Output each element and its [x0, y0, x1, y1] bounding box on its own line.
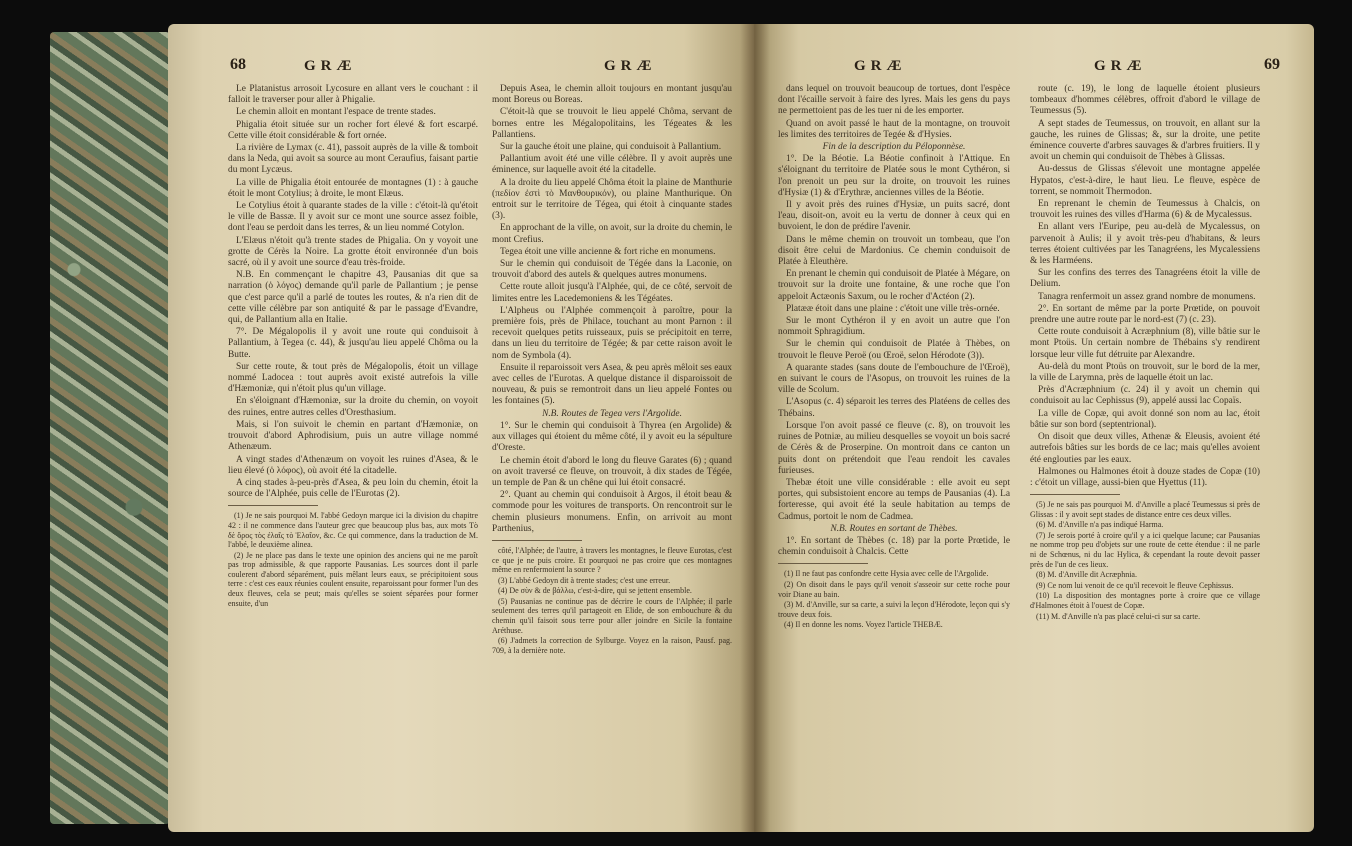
footnote: (10) La disposition des montagnes porte à croire que ce village d'Halmones étoit à l'ouest de Copæ. [1030, 591, 1260, 611]
paragraph: 2°. En sortant de même par la porte Prœtide, on pouvoit prendre une autre route par le nord-est (7) (c. 23). [1030, 303, 1260, 326]
paragraph: A vingt stades d'Athenæum on voyoit les ruines d'Asea, & le lieu élevé (ὁ λόφος), où avoit été la citadelle. [228, 454, 478, 476]
page-number-left: 68 [230, 56, 246, 73]
paragraph: Mais, si l'on suivoit le chemin en partant d'Hæmoniæ, on trouvoit d'abord Aphrodisium, puis un autre village nommé Athenæum. [228, 419, 478, 453]
paragraph: Le Cotylius étoit à quarante stades de la ville : c'étoit-là qu'étoit le ville de Bassæ. Il y avoit sur ce mont une source assez foible, dont l'eau se perdoit dans les terres, & un lieu nommé Cotylon. [228, 201, 478, 234]
paragraph: 2°. Quant au chemin qui conduisoit à Argos, il étoit beau & commode pour les voitures de transports. On rencontroit sur le chemin plusieurs monumens. Enfin, on arrivoit au mont Parthenius, [492, 490, 732, 534]
paragraph: La ville de Phigalia étoit entourée de montagnes (1) : à gauche étoit le mont Cotylius; à droite, le mont Elæus. [228, 177, 478, 199]
footnote: (7) Je serois porté à croire qu'il y a ici quelque lacune; car Pausanias ne nomme trop peu d'objets sur une route de cette étendue : il ne parle ni de Schœnus, ni du lac Hylica, & cependant la route devoit passer près de l'un de ces lieux. [1030, 530, 1260, 569]
footnote: (8) M. d'Anville dit Acræphnia. [1036, 570, 1137, 580]
footnote-rule [228, 505, 318, 506]
paragraph: L'Alpheus ou l'Alphée commençoit à paroître, pour la première fois, près de Philace, touchant au mont Parnon : il recevoit quelques petits ruisseaux, puis se précipitoit en terre, dans un lieu du territoire de Tégée; & par cette raison avoit le nom de Symbola (4). [492, 305, 732, 361]
paragraph: dans lequel on trouvoit beaucoup de tortues, dont l'espèce dont l'écaille servoit à faire des lyres. Mais les gens du pays ne permettoient pas de les tuer ni de les emporter. [778, 84, 1010, 117]
footnote-rule [492, 540, 582, 541]
footnote-rule [1030, 494, 1120, 495]
paragraph: L'Elæus n'étoit qu'à trente stades de Phigalia. On y voyoit une grotte de Cérès la Noire. La grotte étoit environnée d'un bois sacré, où il y avoit une source d'eau très-froide. [228, 235, 478, 269]
open-book [50, 24, 1280, 832]
footnote: (5) Pausanias ne continue pas de décrire le cours de l'Alphée; il parle seulement des terres qu'il partageoit en Elide, de son embouchure & du chemin qu'il faisoit sous terre pour aller joindre en Sicile la fontaine Aréthuse. [492, 596, 732, 635]
footnote: (4) De σὺν & de βάλλω, c'est-à-dire, qui se jettent ensemble. [498, 586, 692, 596]
paragraph: Tegea étoit une ville ancienne & fort riche en monumens. [500, 246, 716, 257]
paragraph: N.B. Routes de Tegea vers l'Argolide. [542, 408, 682, 419]
paragraph: En allant vers l'Euripe, peu au-delà de Mycalessus, on parvenoit à Aulis; il y avoit très-peu d'habitans, & leurs terres étoient cultivées par les Tanagréens, les Mycalessiens & les Harméens. [1030, 222, 1260, 267]
paragraph: Platææ étoit dans une plaine : c'étoit une ville très-ornée. [786, 303, 1000, 314]
running-head-right-a: GRÆ [854, 58, 907, 74]
paragraph: Tanagra renfermoit un assez grand nombre de monumens. [1038, 291, 1256, 302]
footnotes [778, 569, 1010, 630]
footnote: (1) Il ne faut pas confondre cette Hysia avec celle de l'Argolide. [784, 569, 989, 579]
paragraph: 1°. En sortant de Thèbes (c. 18) par la porte Prœtide, le chemin conduisoit à Chalcis. Cette [778, 535, 1010, 558]
footnote: (9) Ce nom lui venoit de ce qu'il recevoit le fleuve Cephissus. [1036, 580, 1234, 590]
footnotes [228, 511, 478, 608]
paragraph: Le chemin alloit en montant l'espace de trente stades. [236, 107, 436, 118]
paragraph: Sur le mont Cythéron il y en avoit un autre que l'on nommoit Sphragidium. [778, 316, 1010, 338]
paragraph: A la droite du lieu appelé Chôma étoit la plaine de Manthurie (πεδίον ἐστὶ τὸ Μανθουρικόν), ou plaine Manthurique. On entroit sur le territoire de Tégea, qui étoit à cinquante stades (3). [492, 177, 732, 222]
paragraph: 1°. De la Béotie. La Béotie confinoit à l'Attique. En s'éloignant du territoire de Platée sous le mont Cythéron, si l'on prenoit un peu sur la droite, on trouvoit les ruines d'Hysiæ (1) & d'Erythræ, anciennes villes de la Béotie. [778, 154, 1010, 198]
footnotes [492, 546, 732, 656]
paragraph: On disoit que deux villes, Athenæ & Eleusis, avoient été autrefois bâties sur les bords de ce lac; mais qu'elles avoient été englouties par les eaux. [1030, 432, 1260, 465]
paragraph: Le Platanistus arrosoit Lycosure en allant vers le couchant : il falloit le traverser pour aller à Phigalie. [228, 84, 478, 106]
paragraph: En reprenant le chemin de Teumessus à Chalcis, on trouvoit les ruines des villes d'Harma (6) & de Mycalessus. [1030, 199, 1260, 221]
book-gutter [740, 24, 770, 832]
footnote: (1) Je ne sais pourquoi M. l'abbé Gedoyn marque ici la division du chapitre 42 : il ne commence dans l'auteur grec que beaucoup plus bas, aux mots Τὸ δὲ ὄρος τὸς ἐλαΐς τὸ Ἐλαΐον, &c. Ce qui commence, dans la traduction de M. l'abbé, le deuxième alinea. [228, 511, 478, 550]
paragraph: En s'éloignant d'Hæmoniæ, sur la droite du chemin, on voyoit des ruines, entre autres celles d'Oresthasium. [228, 396, 478, 418]
paragraph: En approchant de la ville, on avoit, sur la droite du chemin, le mont Crefius. [492, 223, 732, 245]
paragraph: Cette route alloit jusqu'à l'Alphée, qui, de ce côté, servoit de limites entre les Lacedemoniens & les Tégéates. [492, 282, 732, 304]
paragraph: C'étoit-là que se trouvoit le lieu appelé Chôma, servant de bornes entre les Mégalopolitains, les Tégeates & les Pallantiens. [492, 107, 732, 140]
paragraph: Dans le même chemin on trouvoit un tombeau, que l'on disoit être celui de Mardonius. Ce chemin conduisoit de Platée à Eleuthère. [778, 234, 1010, 268]
paragraph: Ensuite il reparoissoit vers Asea, & peu après mêloit ses eaux avec celles de l'Eurotas. A quelque distance il disparoissoit de nouveau, & puis se remontroit dans un lieu appelé Fontes ou les fontaines (5). [492, 362, 732, 407]
footnotes [1030, 500, 1260, 621]
paragraph: Au-delà du mont Ptoüs on trouvoit, sur le bord de la mer, la ville de Larymna, près de laquelle étoit un lac. [1030, 361, 1260, 384]
paragraph: Thebæ étoit une ville considérable : elle avoit eu sept portes, qui subsistoient encore au temps de Pausanias (4). La forteresse, qui avoit été la seule habitation au temps de Cadmus, portoit le nom de Cadmea. [778, 477, 1010, 522]
paragraph: route (c. 19), le long de laquelle étoient plusieurs tombeaux d'hommes célèbres, offroit d'abord le village de Teumessus (5). [1030, 84, 1260, 117]
right-page-column-2 [1030, 84, 1260, 622]
left-page-column-2 [492, 84, 732, 656]
page-number-right: 69 [1264, 56, 1280, 73]
paragraph: 1°. Sur le chemin qui conduisoit à Thyrea (en Argolide) & aux villages qui étoient du même côté, il y avoit eu la sépulture d'Oreste. [492, 420, 732, 454]
left-page-column-1 [228, 84, 478, 609]
left-page [168, 24, 754, 832]
paragraph: N.B. Routes en sortant de Thèbes. [830, 523, 958, 534]
paragraph: Il y avoit près des ruines d'Hysiæ, un puits sacré, dont l'eau, disoit-on, avoit eu la vertu de donner à ceux qui en buvoient, le don de prédire l'avenir. [778, 200, 1010, 233]
paragraph: Quand on avoit passé le haut de la montagne, on trouvoit les limites des territoires de Tegée & d'Hysies. [778, 118, 1010, 140]
footnote: côté, l'Alphée; de l'autre, à travers les montagnes, le fleuve Eurotas, c'est ce que je ne puis croire. Et pourquoi ne pas croire que ces montagnes même en renfermoient la source ? [492, 545, 732, 575]
footnote: (6) J'admets la correction de Sylburge. Voyez en la raison, Pausf. pag. 709, à la dernière note. [492, 636, 732, 655]
paragraph: La rivière de Lymax (c. 41), passoit auprès de la ville & tomboit dans la Neda, qui avoit sa source au mont Ceraufius, faisant partie du mont Lycæus. [228, 143, 478, 176]
paragraph: Halmones ou Halmones étoit à douze stades de Copæ (10) : c'étoit un village, aussi-bien que Hyettus (11). [1030, 466, 1260, 488]
footnote-rule [778, 563, 868, 564]
running-head-left-b: GRÆ [604, 58, 657, 74]
paragraph: Cette route conduisoit à Acræphnium (8), ville bâtie sur le mont Ptoüs. Un certain nombre de Thébains s'y rendirent lorsque leur ville fut détruite par Alexandre. [1030, 327, 1260, 360]
footnote: (6) M. d'Anville n'a pas indiqué Harma. [1036, 520, 1164, 530]
footnote: (2) On disoit dans le pays qu'il venoit s'asseoir sur cette roche pour voir Diane au bain. [778, 579, 1010, 599]
right-page [754, 24, 1314, 832]
paragraph: Lorsque l'on avoit passé ce fleuve (c. 8), on trouvoit les ruines de Potniæ, au milieu desquelles se voyoit un bois sacré de Cérès & de Proserpine. On montroit dans ce canton un puits dont on prétendoit que l'eau rendoit les cavales furieuses. [778, 420, 1010, 476]
paragraph: Le chemin étoit d'abord le long du fleuve Garates (6) ; quand on avoit traversé ce fleuve, on trouvoit, à dix stades de Tégée, un temple de Pan & un chêne qui lui étoit consacré. [492, 455, 732, 488]
paragraph: La ville de Copæ, qui avoit donné son nom au lac, étoit bâtie sur son bord (septentrional). [1030, 408, 1260, 430]
paragraph: En prenant le chemin qui conduisoit de Platée à Mégare, on trouvoit sur la droite une fontaine, & une roche que l'on appeloit Actæonis Saxum, ou le rocher d'Actéon (2). [778, 269, 1010, 302]
footnote: (2) Je ne place pas dans le texte une opinion des anciens qui ne me paroît pas trop admissible, & que rapporte Pausanias. Les sources dont il parle coulerent d'abord séparément, puis mêlant leurs eaux, se précipitoient sous terre : c'est ces eaux réunies coulent ensuite, reparoissant pour former l'un des deux fleuves, cela se peut; mais qu'elles se soient séparées pour former ensuite, d'un [228, 550, 478, 608]
footnote: (3) M. d'Anville, sur sa carte, a suivi la leçon d'Hérodote, leçon qui s'y trouve deux fois. [778, 600, 1010, 619]
footnote: (4) Il en donne les noms. Voyez l'article THEBÆ. [784, 620, 943, 630]
running-head-left-a: GRÆ [304, 58, 357, 74]
right-page-column-1 [778, 84, 1010, 631]
running-head-right-b: GRÆ [1094, 58, 1147, 74]
paragraph: A sept stades de Teumessus, on trouvoit, en allant sur la gauche, les ruines de Glissas; &, sur la droite, une petite éminence couverte d'arbres sauvages & d'arbres fruitiers. Il y avoit un chemin qui conduisoit de Thèbes à Glissas. [1030, 118, 1260, 163]
marbled-cover-left [50, 32, 170, 824]
paragraph: A quarante stades (sans doute de l'embouchure de l'Œroë), en suivant le cours de l'Asopus, on trouvoit les ruines de la ville de Scolum. [778, 362, 1010, 396]
paragraph: L'Asopus (c. 4) séparoit les terres des Platéens de celles des Thébains. [778, 397, 1010, 419]
paragraph: Sur la gauche étoit une plaine, qui conduisoit à Pallantium. [500, 142, 722, 153]
paragraph: Depuis Asea, le chemin alloit toujours en montant jusqu'au mont Boreus ou Boreas. [492, 84, 732, 106]
paragraph: Phigalia étoit située sur un rocher fort élevé & fort escarpé. Cette ville étoit considérable & fort ornée. [228, 119, 478, 141]
paragraph: A cinq stades à-peu-près d'Asea, & peu loin du chemin, étoit la source de l'Alphée, puis celle de l'Eurotas (2). [228, 477, 478, 500]
paragraph: Sur cette route, & tout près de Mégalopolis, étoit un village nommé Ladocea : tout auprès avoit existé autrefois la ville d'Hæmoniæ, qui n'étoit plus qu'un village. [228, 361, 478, 395]
paragraph: N.B. En commençant le chapitre 43, Pausanias dit que sa narration (ὁ λόγος) demande qu'il parle de Pallantium ; je pense que c'est parce qu'il a parlé de toutes les routes, & n'a rien dit de cette ville célèbre par son antiquité & par le passage d'Evandre, qui, de Pallantium alla en Italie. [228, 270, 478, 326]
paragraph: Fin de la description du Péloponnèse. [822, 142, 966, 153]
paragraph: Près d'Acræphnium (c. 24) il y avoit un chemin qui conduisoit au lac Cephissus (9), appelé aussi lac Copaïs. [1030, 385, 1260, 407]
paragraph: Pallantium avoit été une ville célèbre. Il y avoit auprès une éminence, sur laquelle avoit été la citadelle. [492, 154, 732, 176]
paragraph: Au-dessus de Glissas s'élevoit une montagne appelée Hypatos, c'est-à-dire, le haut lieu. Le fleuve, espèce de torrent, se nommoit Thermodon. [1030, 164, 1260, 197]
paragraph: Sur les confins des terres des Tanagréens étoit la ville de Delium. [1030, 268, 1260, 290]
paragraph: 7°. De Mégalopolis il y avoit une route qui conduisoit à Pallantium, à Tegea (c. 44), & jusqu'au lieu appelé Chôma ou la Butte. [228, 327, 478, 360]
paragraph: Sur le chemin qui conduisoit de Tégée dans la Laconie, on trouvoit d'abord des autels & quelques autres monumens. [492, 259, 732, 281]
paragraph: Sur le chemin qui conduisoit de Platée à Thèbes, on trouvoit le fleuve Peroë (ou Œroë, selon Hérodote (3)). [778, 339, 1010, 361]
footnote: (3) L'abbé Gedoyn dit à trente stades; c'est une erreur. [498, 575, 671, 585]
footnote: (5) Je ne sais pas pourquoi M. d'Anville a placé Teumessus si près de Glissas : il y avoit sept stades de distance entre ces deux villes. [1030, 500, 1260, 519]
footnote: (11) M. d'Anville n'a pas placé celui-ci sur sa carte. [1036, 611, 1201, 621]
